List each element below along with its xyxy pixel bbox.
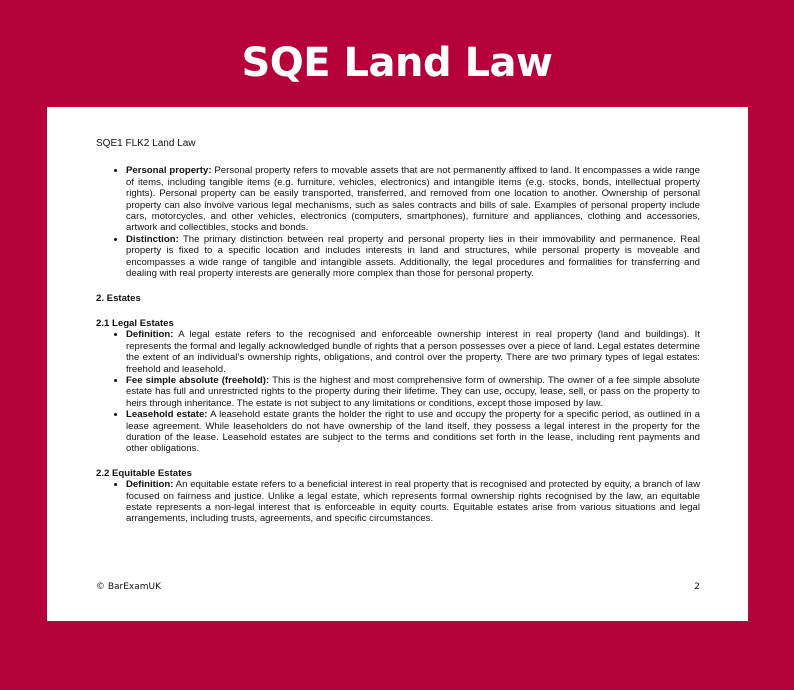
document-page (47, 107, 748, 621)
legal-estates-list (96, 329, 700, 454)
item-text: A legal estate refers to the recognised and enforceable ownership interest in real property (land and buildings). It represents the formal and legally acknowledged bundle of rights that a person possesses over a piece of land. Legal estates determine the extent of an individual’s ownership rights, obligations, and control over the property. There are two primary types of legal estates: freehold and leasehold. (126, 329, 700, 375)
subsection-heading-legal-estates: 2.1 Legal Estates (96, 317, 174, 329)
equitable-estates-list (96, 479, 700, 525)
intro-list (96, 165, 700, 279)
item-term: Definition: (126, 479, 174, 491)
item-text: A leasehold estate grants the holder the right to use and occupy the property for a specific period, as outlined in a lease agreement. While leaseholders do not have ownership of the land itself, they possess a legal interest in the property for the duration of the lease. Leasehold estates are subject to the terms and conditions set forth in the lease, including rent payments and other obligations. (126, 409, 700, 455)
list-item (126, 479, 700, 525)
page-footer (96, 582, 700, 593)
section-heading: 2. Estates (96, 293, 141, 305)
document-header: SQE1 FLK2 Land Law (96, 138, 196, 149)
item-term: Fee simple absolute (freehold): (126, 374, 270, 386)
item-text: Personal property refers to movable assets that are not permanently affixed to land. It encompasses a wide range of items, including tangible items (e.g. furniture, vehicles, electronics) and intangible items (e.g. stocks, bonds, intellectual property rights). Personal property can be easily transported, transferred, and removed from one location to another. Ownership of personal property can also involve various legal mechanisms, such as sales contracts and bills of sale. Examples of personal property include cars, motorcycles, and other vehicles, electronics (computers, smartphones), furniture and appliances, clothing and accessories, artwork and collectibles, stocks and bonds. (126, 165, 700, 234)
item-term: Personal property: (126, 165, 212, 177)
list-item (126, 329, 700, 375)
banner-title: SQE Land Law (241, 40, 553, 86)
item-term: Leasehold estate: (126, 409, 208, 421)
list-item (126, 409, 700, 455)
item-term: Definition: (126, 329, 174, 341)
page-number: 2 (694, 582, 700, 592)
subsection-heading-equitable-estates: 2.2 Equitable Estates (96, 467, 192, 479)
list-item (126, 165, 700, 233)
item-text: The primary distinction between real property and personal property lies in their immovability and permanence. Real property is fixed to a specific location and includes interests in land and structures, while personal property is moveable and encompasses a wide range of tangible and intangible assets. Additionally, the legal procedures and formalities for transferring and dealing with real property interests are generally more complex than those for personal property. (126, 233, 700, 280)
item-text: This is the highest and most comprehensive form of ownership. The owner of a fee simple absolute estate has full and unrestricted rights to the property during their lifetime. They can use, occupy, lease, sell, or pass on the property to heirs through inheritance. The estate is not subject to any limitations or conditions, except those imposed by law. (126, 374, 700, 409)
item-term: Distinction: (126, 233, 179, 245)
list-item (126, 234, 700, 280)
copyright-text: © BarExamUK (96, 582, 162, 592)
item-text: An equitable estate refers to a beneficial interest in real property that is recognised and protected by equity, a branch of law focused on fairness and justice. Unlike a legal estate, which represents formal ownership rights recognised by the law, an equitable estate represents a non-legal interest that is enforceable in equity courts. Equitable estates arise from various situations and legal arrangements, including trusts, agreements, and specific circumstances. (126, 479, 700, 525)
list-item (126, 375, 700, 409)
